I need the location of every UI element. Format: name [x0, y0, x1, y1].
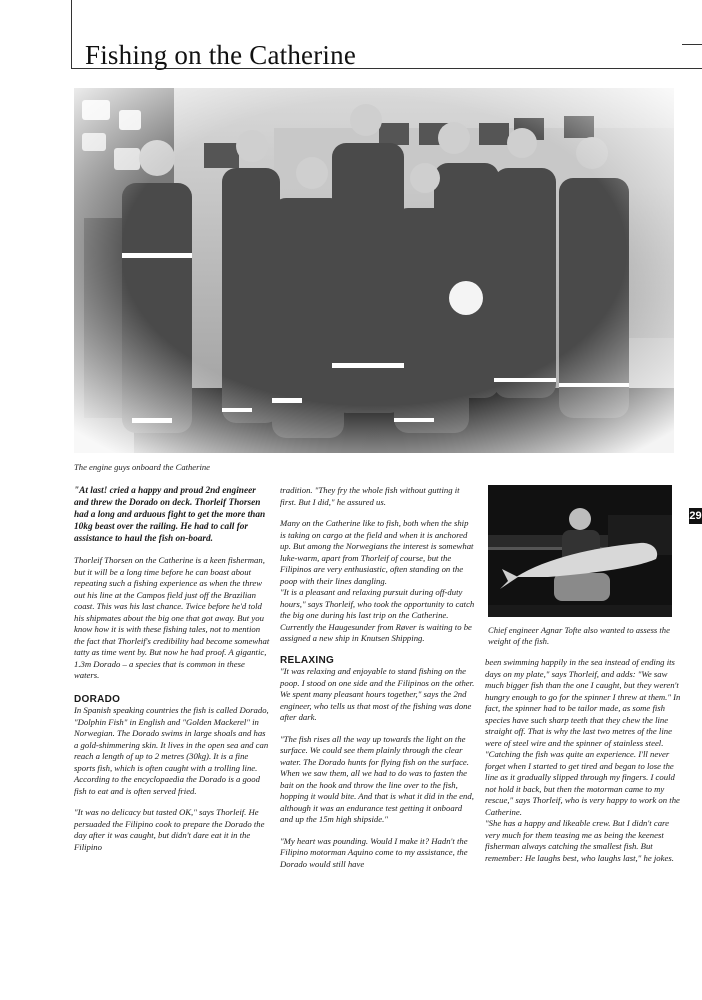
- article-paragraph: tradition. "They fry the whole fish without gutting it first. But I did," he assured us.: [280, 485, 460, 507]
- article-paragraph: "It is a pleasant and relaxing pursuit during off-duty hours," says Thorleif, who took the opportunity to catch the big one during his last trip on the Catherine. Currently the Haugesunder from Røver is waiting to be assigned a new ship in Knutsen Shipping.: [280, 587, 475, 643]
- engineer-caption: Chief engineer Agnar Tofte also wanted to assess the weight of the fish.: [488, 625, 670, 647]
- article-paragraph: "My heart was pounding. Would I make it? Hadn't the Filipino motorman Aquino come to my assistance, the Dorado would still have: [280, 835, 468, 869]
- article-paragraph: Thorleif Thorsen on the Catherine is a keen fisherman, but it will be a long time before he can boast about repeating such a fishing experience as when the threw out his line at the Campos field just off the Brazilian coast. This was his last chance. Twice before he'd told his shipmates about the big one that got away. But you know how it is with these fishing tales, not to mention the fact that Thorleif's credibility had become somewhat tatty as time went by. But now he had proof. A gigantic, 1.3m Dorado – a species that is common in these waters.: [74, 555, 270, 680]
- engineer-with-dorado-graphic: [488, 485, 672, 617]
- article-paragraph: "The fish rises all the way up towards the light on the surface. We could see them plainly through the clear water. The Dorado hunts for flying fish on the surface. When we saw them, all we had to do was to fasten the bait on the hook and throw the line over to the fish, hopping it would bite. And that is what it did in the end, although it was an endurance test getting it onboard and up the 15m high shipside.": [280, 733, 474, 824]
- article-paragraph: been swimming happily in the sea instead of ending its days on my plate," says Thorleif, and adds: "We saw much bigger fish than the one I caught, but they weren't hungry enough to go for the spinner I threw at them." In fact, the spinner had to be tailor made, as some fish species have such sharp teeth that they chew the line straight off. That is why the last two metres of the line were of steel wire and the spinner of stainless steel.: [485, 657, 681, 748]
- article-paragraph: "Catching the fish was quite an experience. I'll never forget when I started to get tired and began to lose the line as it gradually slipped through my fingers. I could not hold it back, but then the motorman came to my rescue," says Thorleif, who is very happy to work on the Catherine.: [485, 749, 680, 817]
- article-column-3: [485, 657, 681, 864]
- header-divider-vertical: [71, 0, 72, 68]
- article-paragraph: "It was relaxing and enjoyable to stand fishing on the poop. I stood on one side and the Filipinos on the other. We spent many pleasant hours together," says the 2nd engineer, who tells us that most of the fishing was done after dark.: [280, 666, 475, 722]
- article-paragraph: "She has a happy and likeable crew. But I didn't care very much for them teasing me as being the keenest fisherman always catching the smallest fish. But remember: He laughs best, who laughs last," he jokes.: [485, 818, 674, 863]
- section-heading-relaxing: RELAXING: [280, 654, 335, 666]
- page-title: Fishing on the Catherine: [85, 40, 357, 71]
- article-lead: "At last! cried a happy and proud 2nd engineer and threw the Dorado on deck. Thorleif Thorsen had a long and arduous fight to get the more than 10kg beast over the railing. He had to call for assistance to haul the fish on-board.: [74, 486, 266, 544]
- engine-crew-photo: [74, 88, 674, 453]
- article-paragraph: Many on the Catherine like to fish, both when the ship is taking on cargo at the field and when it is anchored up. But among the Norwegians the interest is somewhat luke-warm, apart from Thorleif of course, but the Filipinos are very enthusiastic, often standing on the poop with their lines dangling.: [280, 518, 474, 586]
- engine-crew-caption: The engine guys onboard the Catherine: [74, 462, 210, 472]
- engineer-with-dorado-photo: [488, 485, 672, 617]
- article-column-2: [280, 485, 476, 870]
- article-paragraph: In Spanish speaking countries the fish is called Dorado, "Dolphin Fish" in English and "Golden Mackerel" in Norwegian. The Dorado swims in large shoals and has a gold-shimmering skin. It lives in the open sea and can reach a length of up to 2 metres (30kg). It is a fine sports fish, which is often caught with a trolling line. According to the encyclopaedia the Dorado is a good fish to eat and is often served fried.: [74, 705, 269, 796]
- engine-crew-photo-graphic: [74, 88, 674, 453]
- article-paragraph: "It was no delicacy but tasted OK," says Thorleif. He persuaded the Filipino cook to prepare the Dorado the day after it was caught, but didn't dare eat it in the Filipino: [74, 807, 265, 852]
- article-column-1: [74, 485, 270, 853]
- header-divider-right: [682, 44, 702, 45]
- section-heading-dorado: DORADO: [74, 693, 121, 705]
- page-number: 29: [689, 510, 702, 522]
